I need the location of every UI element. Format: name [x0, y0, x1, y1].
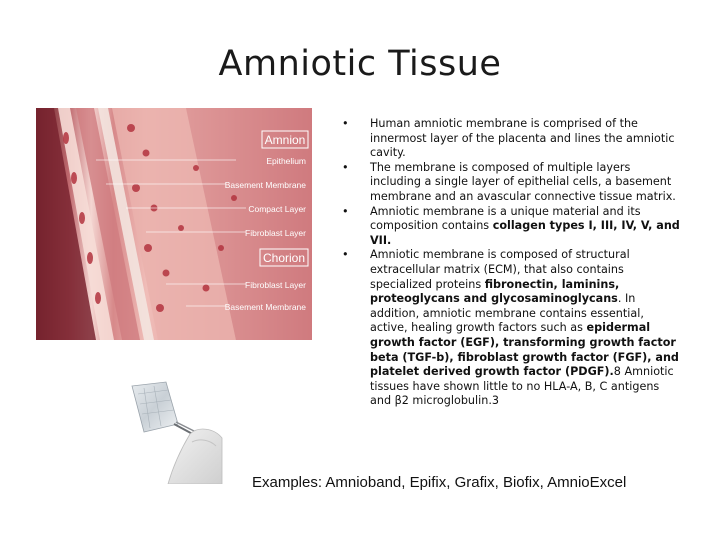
bullet-marker: •: [342, 248, 349, 262]
bullet-item: [340, 117, 682, 161]
bullet-bold-text: collagen types I, III, IV, V, and VII.: [370, 219, 680, 247]
bullet-marker: •: [342, 160, 349, 174]
bullet-item: [340, 161, 682, 205]
bullet-text: Amniotic membrane is a unique material and its composition contains: [370, 204, 641, 233]
bullet-text: Human amniotic membrane is comprised of the innermost layer of the placenta and lines the amniotic cavity.: [370, 117, 675, 160]
bullet-marker: •: [342, 117, 349, 130]
label-chorion: Chorion: [262, 251, 306, 265]
bullet-list: [340, 117, 682, 409]
examples-text: Examples: Amnioband, Epifix, Grafix, Biofix, AmnioExcel: [252, 474, 627, 491]
membrane-sheet-illustration: [128, 380, 224, 484]
amniotic-layers-illustration: [36, 108, 312, 340]
bullet-text: . In addition, amniotic membrane contains essential, active, healing growth factors such as: [370, 292, 644, 335]
bullet-item: [340, 248, 682, 409]
amniotic-membrane-photo: [128, 380, 224, 484]
amniotic-layers-diagram: [36, 108, 312, 340]
bullet-item: [340, 205, 682, 249]
label-fibroblast-layer-1: Fibroblast Layer: [245, 228, 306, 238]
bullet-text: 8 Amniotic tissues have shown little to no HLA-A, B, C antigens and β2 microglobulin.3: [370, 365, 674, 408]
label-compact-layer: Compact Layer: [248, 204, 306, 214]
label-fibroblast-layer-2: Fibroblast Layer: [245, 280, 306, 290]
label-amnion: Amnion: [264, 133, 306, 147]
bullet-marker: •: [342, 204, 349, 218]
label-epithelium: Epithelium: [266, 156, 306, 166]
label-basement-membrane-1: Basement Membrane: [224, 180, 306, 190]
bullet-text: The membrane is composed of multiple layers including a single layer of epithelial cells, a basement membrane and an avascular connective tissue matrix.: [370, 160, 676, 203]
label-basement-membrane-2: Basement Membrane: [224, 302, 306, 312]
bullet-bold-text: epidermal growth factor (EGF), transforming growth factor beta (TGF-b), fibroblast growth factor (FGF), and platelet derived growth factor (PDGF).: [370, 321, 679, 379]
bullet-text: Amniotic membrane is composed of structural extracellular matrix (ECM), that also contains specialized proteins: [370, 248, 630, 291]
slide-title: Amniotic Tissue: [218, 44, 502, 84]
bullet-bold-text: fibronectin, laminins, proteoglycans and glycosaminoglycans: [370, 277, 620, 306]
